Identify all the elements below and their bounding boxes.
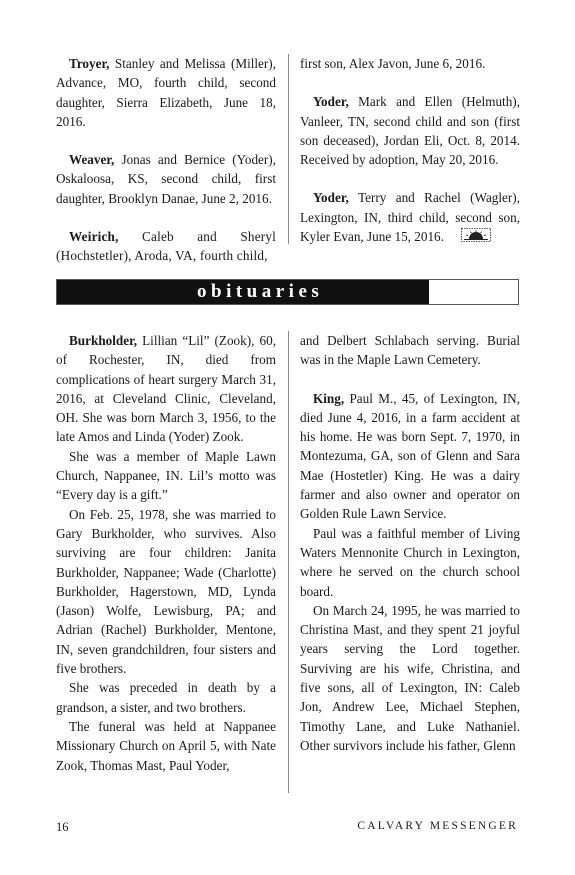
publication-title: CALVARY MESSENGER: [357, 820, 518, 832]
section-banner: [56, 279, 519, 305]
birth-entry-troyer: Troyer, Stanley and Melissa (Miller), Advance, MO, fourth child, second daughter, Sierra Elizabeth, June 18, 2016.: [56, 56, 276, 129]
birth-name: Weaver,: [69, 152, 115, 168]
births-left-column: [56, 54, 276, 266]
obituary-king-p3: On March 24, 1995, he was married to Christina Mast, and they spent 21 joyful years serving the Lord together. Surviving are his wife, Christina, and five sons, all of Lexington, IN: Caleb Jon, Andrew Lee, Michael Stephen, Timothy Lane, and Luke Nathaniel. Other survivors include his father, Glenn: [300, 602, 520, 753]
birth-name: Troyer,: [69, 56, 110, 71]
birth-entry-yoder-terry: Yoder, Terry and Rachel (Wagler), Lexington, IN, third child, second son, Kyler Evan, June 15, 2016.: [300, 188, 520, 247]
obituary-burkholder-p1: Burkholder, Lillian “Lil” (Zook), 60, of Rochester, IN, died from complications of heart surgery March 31, 2016, at Cleveland Clinic, Cleveland, OH. She was born March 3, 1956, to the late Amos and Linda (Yoder) Zook.: [56, 333, 276, 445]
births-right-column: [300, 54, 520, 248]
birth-name: Yoder,: [313, 94, 349, 110]
obituary-name: Burkholder,: [69, 333, 138, 348]
obituaries-left-column: [56, 331, 276, 775]
bottom-column-divider: [288, 331, 289, 793]
obituary-continuation: and Delbert Schlabach serving. Burial was in the Maple Lawn Cemetery.: [300, 333, 520, 368]
obituary-name: King,: [313, 390, 345, 406]
birth-name: Weirich,: [69, 229, 119, 245]
page-number: 16: [56, 820, 69, 834]
obituaries-right-column: [300, 331, 520, 755]
obituary-king-p1: King, Paul M., 45, of Lexington, IN, died June 4, 2016, in a farm accident at his home. He was born Sept. 7, 1970, in Montezuma, GA, son of Glenn and Sara Mae (Hostetler) King. He was a dairy farmer and also owner and operator on Golden Rule Lawn Service.: [300, 390, 520, 522]
top-column-divider: [288, 54, 289, 244]
sunrise-ornament-icon: [448, 228, 491, 247]
birth-entry-weaver: Weaver, Jonas and Bernice (Yoder), Oskaloosa, KS, second child, first daughter, Brooklyn Danae, June 2, 2016.: [56, 152, 276, 206]
section-title: obituaries: [197, 281, 324, 302]
birth-name: Yoder,: [313, 190, 349, 206]
obituary-king-p2: Paul was a faithful member of Living Waters Mennonite Church in Lexington, where he served on the church school board.: [300, 525, 520, 599]
obituary-burkholder-p3: On Feb. 25, 1978, she was married to Gary Burkholder, who survives. Also surviving are four children: Janita Burkholder, Nappanee; Wade (Charlotte) Burkholder, Hagerstown, MD, Lynda (Jason) Wolfe, Lewisburg, PA; and Adrian (Rachel) Burkholder, Mentone, IN, seven grandchildren, four sisters and five brothers.: [56, 506, 276, 677]
obituary-burkholder-p2: She was a member of Maple Lawn Church, Nappanee, IN. Lil’s motto was “Every day is a gift.”: [56, 448, 276, 503]
obituary-burkholder-p4: She was preceded in death by a grandson, a sister, and two brothers.: [56, 680, 276, 715]
obituary-burkholder-p5: The funeral was held at Nappanee Missionary Church on April 5, with Nate Zook, Thomas Mast, Paul Yoder,: [56, 718, 276, 773]
birth-entry-yoder-mark: Yoder, Mark and Ellen (Helmuth), Vanleer, TN, second child and son (first son deceased), Jordan Eli, Oct. 8, 2014. Received by adoption, May 20, 2016.: [300, 94, 520, 168]
birth-entry-weirich: Weirich, Caleb and Sheryl (Hochstetler), Aroda, VA, fourth child,: [56, 229, 276, 264]
birth-continuation: first son, Alex Javon, June 6, 2016.: [300, 56, 486, 71]
